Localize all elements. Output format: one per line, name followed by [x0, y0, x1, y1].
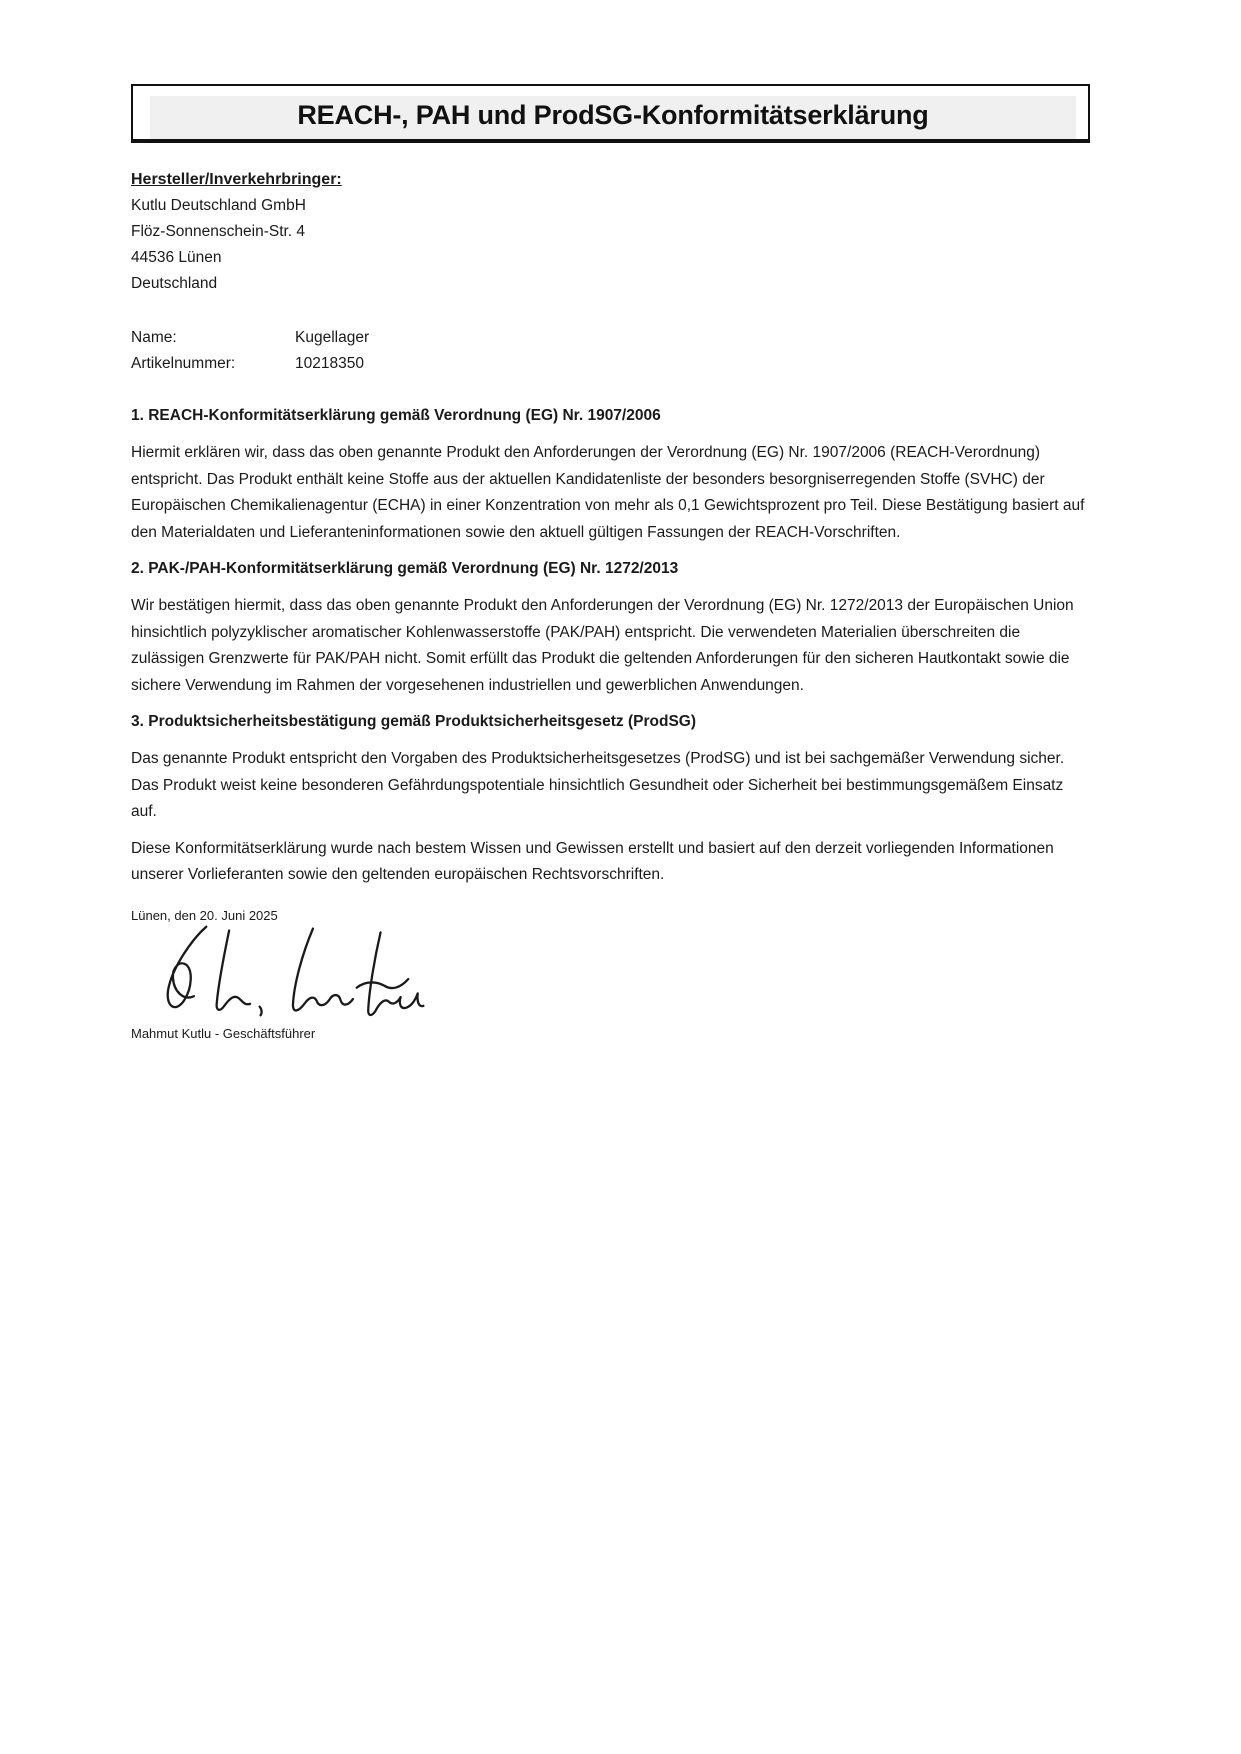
manufacturer-block — [131, 167, 1090, 297]
handwritten-signature-icon — [147, 921, 437, 1021]
closing-statement: Diese Konformitätserklärung wurde nach bestem Wissen und Gewissen erstellt und basiert auf den derzeit vorliegenden Informationen unserer Vorlieferanten sowie den geltenden europäischen Rechtsvorschriften. — [131, 839, 1054, 883]
product-article-row — [131, 351, 1090, 377]
product-name-row — [131, 325, 1090, 351]
section-reach-heading: 1. REACH-Konformitätserklärung gemäß Verordnung (EG) Nr. 1907/2006 — [131, 407, 661, 424]
page-title: REACH-, PAH und ProdSG-Konformitätserklärung — [297, 100, 929, 130]
manufacturer-street: Flöz-Sonnenschein-Str. 4 — [131, 223, 306, 240]
signatory-name: Mahmut Kutlu - Geschäftsführer — [131, 1025, 316, 1041]
manufacturer-heading: Hersteller/Inverkehrbringer: — [131, 171, 342, 188]
product-name-label: Name: — [131, 329, 177, 346]
section-pah — [131, 556, 1090, 699]
manufacturer-company: Kutlu Deutschland GmbH — [131, 197, 306, 214]
product-article-label: Artikelnummer: — [131, 355, 236, 372]
product-article-value: 10218350 — [295, 355, 364, 372]
section-reach — [131, 403, 1090, 546]
section-pah-body: Wir bestätigen hiermit, dass das oben genannte Produkt den Anforderungen der Verordnung (EG) Nr. 1272/2013 der Europäischen Union hinsichtlich polyzyklischer aromatischer Kohlenwasserstoffe (PAK/PAH) entspricht. Die verwendeten Materialien überschreiten die zulässigen Grenzwerte für PAK/PAH nicht. Somit erfüllt das Produkt die geltenden Anforderungen für den sicheren Hautkontakt sowie die sichere Verwendung im Rahmen der vorgesehenen industriellen und gewerblichen Anwendungen. — [131, 597, 1074, 694]
section-pah-heading: 2. PAK-/PAH-Konformitätserklärung gemäß Verordnung (EG) Nr. 1272/2013 — [131, 560, 679, 577]
product-info-block — [131, 325, 1090, 377]
section-prodsg-heading: 3. Produktsicherheitsbestätigung gemäß Produktsicherheitsgesetz (ProdSG) — [131, 713, 697, 730]
title-banner — [131, 84, 1090, 143]
section-reach-body: Hiermit erklären wir, dass das oben genannte Produkt den Anforderungen der Verordnung (EG) Nr. 1907/2006 (REACH-Verordnung) entspricht. Das Produkt enthält keine Stoffe aus der aktuellen Kandidatenliste der besonders besorgniserregenden Stoffe (SVHC) der Europäischen Chemikalienagentur (ECHA) in einer Konzentration von mehr als 0,1 Gewichtsprozent pro Teil. Diese Bestätigung basiert auf den Materialdaten und Lieferanteninformationen sowie den aktuell gültigen Fassungen der REACH-Vorschriften. — [131, 444, 1085, 541]
section-prodsg-body: Das genannte Produkt entspricht den Vorgaben des Produktsicherheitsgesetzes (ProdSG) und ist bei sachgemäßer Verwendung sicher. Das Produkt weist keine besonderen Gefährdungspotentiale hinsichtlich Gesundheit oder Sicherheit bei bestimmungsgemäßem Einsatz auf. — [131, 750, 1065, 820]
manufacturer-country: Deutschland — [131, 275, 218, 292]
section-prodsg — [131, 709, 1090, 826]
manufacturer-city: 44536 Lünen — [131, 249, 222, 266]
title-banner-background — [150, 96, 1076, 139]
date-place-line: Lünen, den 20. Juni 2025 — [131, 907, 278, 923]
product-name-value: Kugellager — [295, 329, 370, 346]
